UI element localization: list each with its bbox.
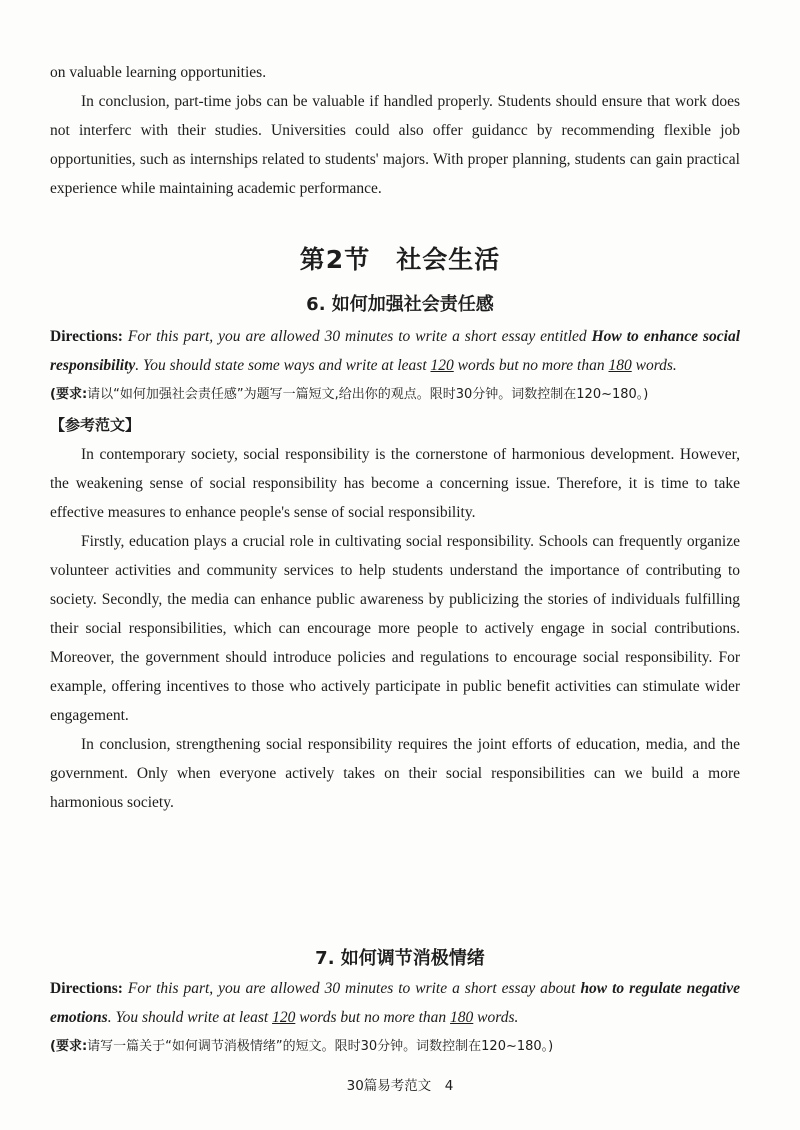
max-words: 180 (450, 1009, 474, 1026)
directions-label: Directions: (50, 980, 123, 997)
previous-essay (50, 58, 740, 203)
min-words: 120 (272, 1009, 296, 1026)
essay-paragraph-3: In conclusion, strengthening social responsibility requires the joint efforts of education, media, and the government. Only when everyone actively takes on their social responsibilities can we build a more harmonious society. (50, 736, 740, 811)
directions-text-4: words. (477, 1009, 519, 1026)
directions-text-1: For this part, you are allowed 30 minutes to write a short essay about (127, 980, 576, 997)
page-footer: 30篇易考范文 4 (346, 1078, 454, 1094)
directions-text-2: . You should state some ways and write at least (135, 357, 427, 374)
requirement-text: 请写一篇关于“如何调节消极情绪”的短文。限时30分钟。词数控制在120~180。) (87, 1039, 554, 1054)
directions-text-1: For this part, you are allowed 30 minutes to write a short essay entitled (127, 328, 587, 345)
directions-text-4: words. (635, 357, 677, 374)
directions-text-2: . You should write at least (107, 1009, 269, 1026)
topic-7-title: 7. 如何调节消极情绪 (315, 948, 485, 969)
section-title: 第2节 社会生活 (299, 245, 501, 274)
requirement-label: (要求: (50, 1039, 88, 1054)
topic-6-directions (50, 322, 740, 380)
directions-topic: how to regulate negative emotions (50, 980, 740, 1026)
max-words: 180 (608, 357, 632, 374)
essay-paragraph-1: In contemporary society, social responsibility is the cornerstone of harmonious development. However, the weakening sense of social responsibility has become a concerning issue. Therefore, it is time to take effective measures to enhance people's sense of social responsibility. (50, 446, 740, 521)
previous-essay-conclusion: In conclusion, part-time jobs can be valuable if handled properly. Students should ensure that work does not interferc with their studies. Universities could also offer guidancc by recommending flexible job opportunities, such as internships related to students' majors. With proper planning, students can gain practical experience while maintaining academic performance. (50, 93, 740, 197)
topic-6-requirement (50, 382, 740, 407)
min-words: 120 (430, 357, 454, 374)
essay-paragraph-2: Firstly, education plays a crucial role in cultivating social responsibility. Schools can frequently organize volunteer activities and community services to help students understand the importance of contributing to society. Secondly, the media can enhance public awareness by publicizing the stories of individuals fulfilling their social responsibilities, which can encourage more people to actively engage in social contributions. Moreover, the government should introduce policies and regulations to encourage social responsibility. For example, offering incentives to those who actively participate in public benefit activities can stimulate wider engagement. (50, 533, 740, 724)
topic-6-body (50, 322, 740, 817)
sample-essay-label: 【参考范文】 (50, 416, 141, 434)
topic-7-directions (50, 974, 740, 1032)
requirement-label: (要求: (50, 387, 88, 402)
requirement-text: 请以“如何加强社会责任感”为题写一篇短文,给出你的观点。限时30分钟。词数控制在120~180。) (87, 387, 649, 402)
directions-text-3: words but no more than (457, 357, 605, 374)
directions-label: Directions: (50, 328, 123, 345)
topic-7-requirement (50, 1034, 740, 1059)
directions-text-3: words but no more than (299, 1009, 447, 1026)
directions-topic: How to enhance social responsibility (50, 328, 740, 374)
topic-7-body (50, 974, 740, 1059)
previous-essay-tail: on valuable learning opportunities. (50, 64, 267, 81)
topic-6-title: 6. 如何加强社会责任感 (306, 294, 494, 315)
